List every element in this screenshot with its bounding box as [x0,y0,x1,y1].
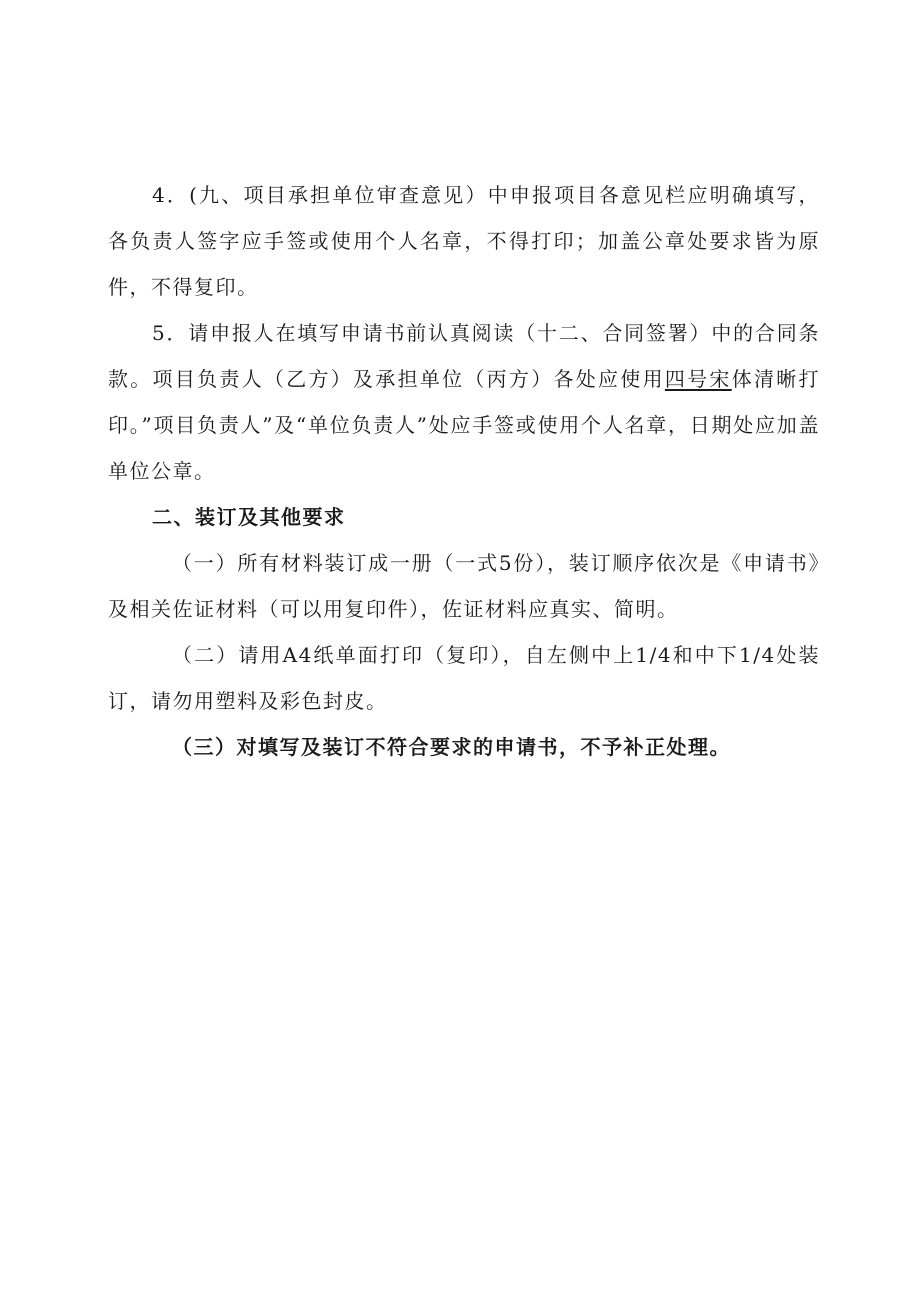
document-page [108,172,820,770]
section-2-sub-2: （二）请用A4纸单面打印（复印），自左侧中上1/4和中下1/4处装订，请勿用塑料及彩色封皮。 [108,643,820,713]
section-2-heading: 二、装订及其他要求 [152,505,346,529]
item-5-underlined-font-term: 四号宋 [664,367,732,391]
item-5-text-before: 5．请申报人在填写申请书前认真阅读（十二、合同签署）中的合同条款。项目负责人（乙方）及承担单位（丙方）各处应使用 [108,321,820,391]
section-2-sub-1: （一）所有材料装订成一册（一式5份），装订顺序依次是《申请书》及相关佐证材料（可以用复印件），佐证材料应真实、简明。 [108,551,820,621]
item-5-paragraph [108,310,820,494]
item-5-text-after: 体清晰打印。”项目负责人”及“单位负责人”处应手签或使用个人名章，日期处应加盖单位公章。 [108,367,821,483]
section-2-sub-3: （三）对填写及装订不符合要求的申请书，不予补正处理。 [172,735,731,759]
item-4-paragraph: 4．(九、项目承担单位审查意见）中申报项目各意见栏应明确填写，各负责人签字应手签或使用个人名章，不得打印；加盖公章处要求皆为原件，不得复印。 [108,183,820,299]
